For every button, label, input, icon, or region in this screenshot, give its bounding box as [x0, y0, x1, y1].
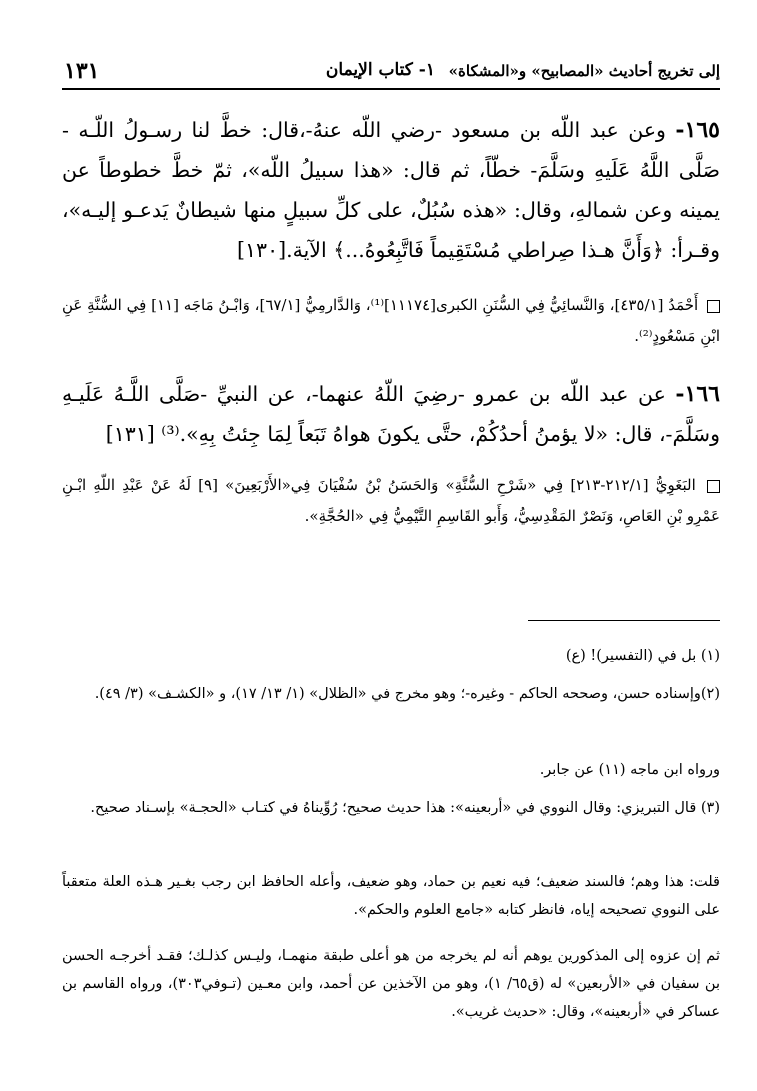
hadith-text: عن عبد اللّه بن عمرو -رضِيَ اللّهُ عنهما-، عن النبيِّ -صَلَّى اللَّـهُ عَلَيـهِ وسَلَّمَ-، قال: «لا يؤمنُ أحدُكُمْ، حتَّى يكونَ هواهُ تَبَعاً لِمَا جِئتُ بِهِ».⁽³⁾ [١٣١] — [62, 382, 720, 446]
hadith-166 — [62, 374, 720, 454]
footnote-1: (١) بل في (التفسير)! (ع) — [565, 648, 720, 664]
square-marker-icon — [707, 300, 720, 313]
page-number: ١٣١ — [64, 58, 100, 84]
takhrij-text: أَحْمَدُ [٤٣٥/١]، وَالنَّسائِيُّ فِي السُّنَنِ الكبرى[١١١٧٤]⁽¹⁾، وَالدَّارمِيُّ [٦٧/١]، وَابْـنُ مَاجَه [١١] فِي السُّنَّةِ عَنِ ابْنِ مَسْعُودٍ⁽²⁾. — [62, 296, 720, 345]
footnote-2: (٢)وإسناده حسن، وصححه الحاكم - وغيره-؛ وهو مخرج في «الظلال» (١/ ١٣/ ١٧)، و «الكشـف» (٣/ ٤٩). — [94, 686, 720, 702]
footnote-3-more: ثم إن عزوه إلى المذكورين يوهم أنه لم يخرجه من هو أعلى طبقة منهمـا، وليـس كذلـك؛ فقـد أخرجـه الحسن بن سفيان في «الأربعين» له (ق٦٥/ ١)، وهو من الآخذين عن أحمد، وابن معـين (تـوفي٣٠٣)، ورواه القاسم بن عساكر في «أربعينه»، وقال: «حديث غريب». — [62, 948, 720, 1020]
footnote-3: (٣) قال التبريزي: وقال النووي في «أربعينه»: هذا حديث صحيح؛ رُوِّيناهُ في كتـاب «الحجـة» بإسـناد صحيح. — [90, 800, 720, 816]
takhrij-text: البَغَوِيُّ [٢١٢/١-٢١٣] فِي «شَرْحِ السُّنَّةِ» وَالحَسَنُ بْنُ سُفْيَانَ فِي«الأَرْبَعِينَ» [٩] لَهُ عَنْ عَبْدِ اللّهِ ابْـنِ عَمْرِو بْنِ العَاصِ، وَنَصْرٌ المَقْدِسِيُّ، وَأَبو القَاسِمِ التَّيْمِيُّ فِي «الحُجَّةِ». — [62, 476, 720, 525]
takhrij-166 — [62, 470, 720, 532]
chapter-title: ١- كتاب الإيمان — [325, 60, 435, 80]
hadith-number: ١٦٦- — [675, 381, 720, 407]
footnote-3-comment: قلت: هذا وهم؛ فالسند ضعيف؛ فيه نعيم بن حماد، وهو ضعيف، وأعله الحافظ ابن رجب بغـير هـذه العلة متعقباً على النووي تصحيحه إياه، فانظر كتابه «جامع العلوم والحكم». — [62, 874, 720, 918]
hadith-text: وعن عبد اللّه بن مسعود -رضي اللّه عنهُ-،قال: خطَّ لنا رسـولُ اللّـه - صَلَّى اللَّهُ عَلَيهِ وسَلَّمَ- خطّاً، ثم قال: «هذا سبيلُ اللّه»، ثمّ خطَّ خطوطاً عن يمينه وعن شمالهِ، وقال: «هذه سُبُلٌ، على كلِّ سبيلٍ منها شيطانٌ يَدعـو إليـه»، وقـرأ: ﴿وَأَنَّ هـذا صِراطي مُسْتَقِيماً فَاتَّبِعُوهُ...﴾ الآية.[١٣٠] — [62, 118, 720, 262]
footnote-divider — [528, 620, 720, 621]
square-marker-icon — [707, 480, 720, 493]
hadith-165 — [62, 110, 720, 270]
hadith-number: ١٦٥- — [675, 117, 720, 143]
footnote-2-cont: ورواه ابن ماجه (١١) عن جابر. — [539, 762, 720, 778]
takhrij-165 — [62, 290, 720, 352]
running-header — [62, 58, 720, 90]
book-title: إلى تخريج أحاديث «المصابيح» و«المشكاة» — [448, 62, 720, 80]
book-page — [62, 0, 720, 1091]
